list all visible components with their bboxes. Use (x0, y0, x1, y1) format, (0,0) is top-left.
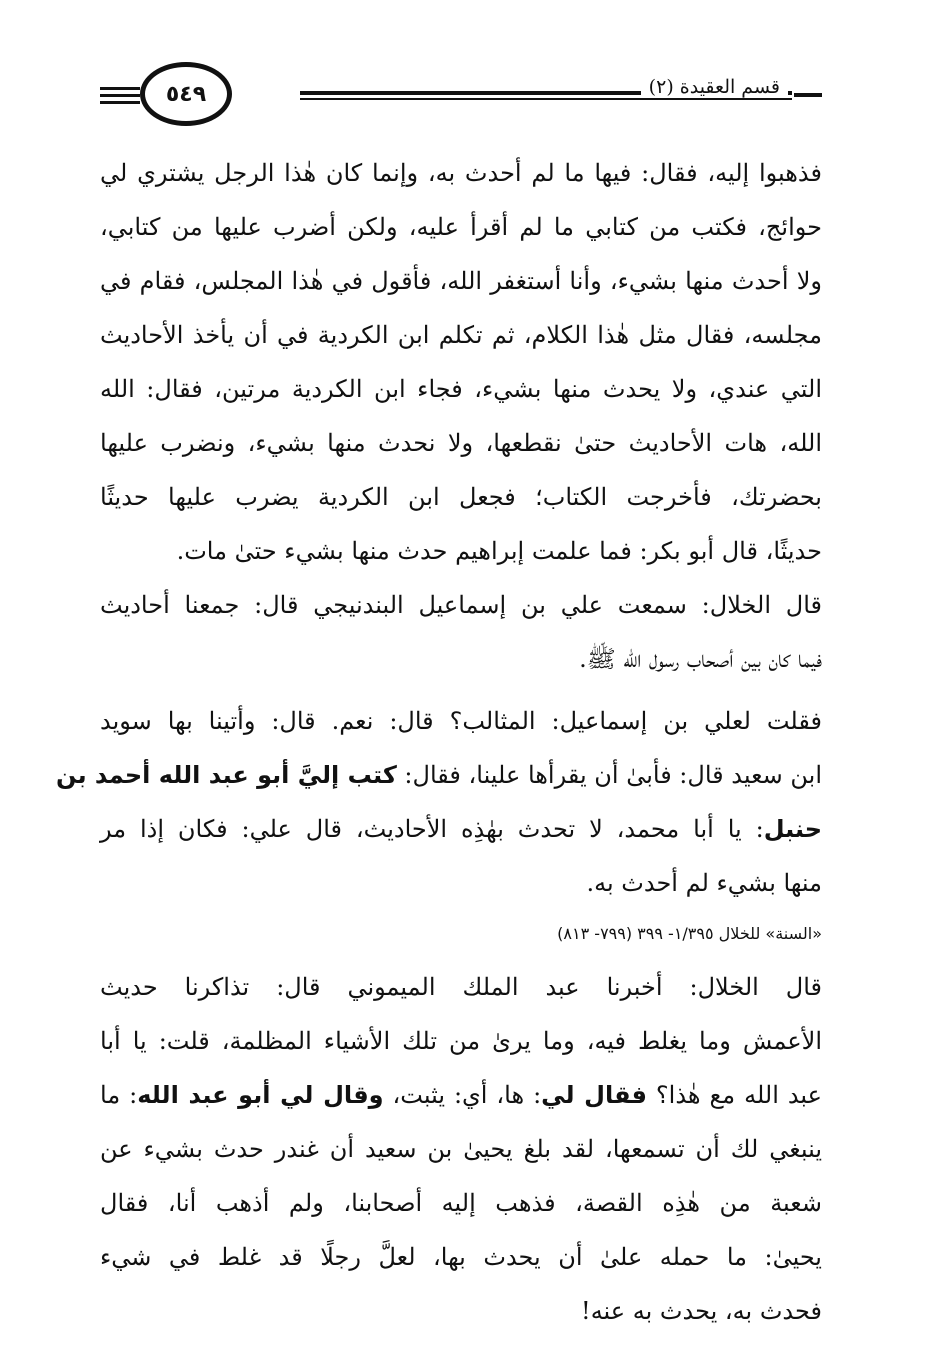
text-line: التي عندي، ولا يحدث منها بشيء، فجاء ابن الكردية مرتين، فقال: الله (100, 375, 822, 403)
paragraph (100, 960, 822, 1338)
text-line: ينبغي لك أن تسمعها، لقد بلغ يحيىٰ بن سعيد أن غندر حدث بشيء عن (100, 1135, 823, 1163)
text-line: ولا أحدث منها بشيء، وأنا أستغفر الله، فأقول في هٰذا المجلس، فقام في (100, 267, 822, 295)
bold-quote: كتب إليَّ أبو عبد الله أحمد بن (55, 761, 397, 789)
text-line: فذهبوا إليه، فقال: فيها ما لم أحدث به، وإنما كان هٰذا الرجل يشتري لي (100, 159, 822, 187)
text-line (100, 1068, 822, 1122)
text-line: يحيىٰ: ما حمله علىٰ أن يحدث بها، لعلَّ رجلًا قد غلط في شيء (100, 1243, 822, 1271)
paragraph (100, 578, 822, 686)
text-line: حوائج، فكتب من كتابي ما لم أقرأ عليه، ولكن أضرب عليها من كتابي، (100, 213, 822, 241)
header-rule (300, 98, 792, 100)
text-line: منها بشيء لم أحدث به. (586, 869, 822, 897)
text-line: فحدث به، يحدث به عنه! (581, 1297, 822, 1325)
text-line: فيما كان بين أصحاب رسول الله ﷺ. (579, 645, 822, 673)
page-header (100, 60, 822, 130)
text-span: : ما (100, 1081, 138, 1109)
text-line: مجلسه، فقال مثل هٰذا الكلام، ثم تكلم ابن الكردية في أن يأخذ الأحاديث (100, 321, 822, 349)
text-line: فقلت لعلي بن إسماعيل: المثالب؟ قال: نعم. قال: وأتينا بها سويد (100, 707, 822, 735)
page-number: ٥٤٩ (140, 62, 232, 126)
header-rule (100, 101, 140, 104)
source-citation (100, 910, 822, 960)
header-rule (100, 87, 140, 90)
page-body (55, 146, 823, 1338)
text-span: : ها، أي: يثبت، (383, 1081, 542, 1109)
text-line: الله، هات الأحاديث حتىٰ نقطعها، ولا نحدث منها بشيء، ونضرب عليها (100, 429, 822, 457)
bold-quote: حنبل (763, 815, 822, 843)
text-line: شعبة من هٰذِه القصة، فذهب إليه أصحابنا، ولم أذهب أنا، فقال (100, 1189, 822, 1217)
text-span: عبد الله مع هٰذا؟ (646, 1081, 822, 1109)
text-span: ابن سعيد قال: فأبىٰ أن يقرأها علينا، فقال: (396, 761, 822, 789)
bold-quote: فقال لي (541, 1081, 647, 1109)
citation-text: «السنة» للخلال ١/٣٩٥- ٣٩٩ (٧٩٩- ٨١٣) (557, 924, 822, 943)
text-line: حديثًا، قال أبو بكر: فما علمت إبراهيم حدث منها بشيء حتىٰ مات. (176, 537, 822, 565)
text-line: بحضرتك، فأخرجت الكتاب؛ فجعل ابن الكردية يضرب عليها حديثًا (100, 483, 822, 511)
text-line: قال الخلال: سمعت علي بن إسماعيل البندنيجي قال: جمعنا أحاديث (100, 591, 822, 619)
bold-quote: وقال لي أبو عبد الله (137, 1081, 384, 1109)
paragraph (55, 694, 822, 910)
text-line: الأعمش وما يغلط فيه، وما يرىٰ من تلك الأشياء المظلمة، قلت: يا أبا (100, 1027, 822, 1055)
text-line (55, 748, 822, 802)
text-line (100, 802, 822, 856)
text-span: : يا أبا محمد، لا تحدث بهٰذِه الأحاديث، قال علي: فكان إذا مر (100, 815, 764, 843)
header-rule (794, 93, 822, 97)
paragraph (100, 146, 822, 578)
header-rule (100, 94, 140, 97)
section-title: قسم العقيدة (٢) (641, 76, 788, 98)
text-line: قال الخلال: أخبرنا عبد الملك الميموني قال: تذاكرنا حديث (100, 973, 822, 1001)
